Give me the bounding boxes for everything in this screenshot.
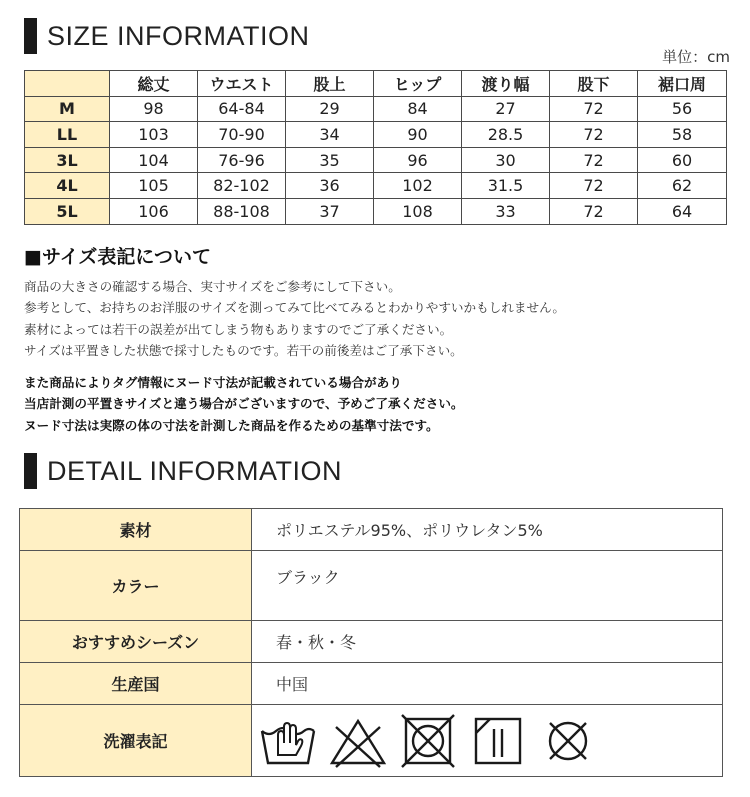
detail-label: 素材: [20, 509, 252, 551]
column-header: 総丈: [110, 71, 198, 97]
table-cell: 70-90: [198, 122, 286, 148]
note-line: 参考として、お持ちのお洋服のサイズを測ってみて比べてみるとわかりやすいかもしれません。: [24, 300, 566, 316]
table-cell: 30: [462, 147, 550, 173]
note-line: 商品の大きさの確認する場合、実寸サイズをご参考にして下さい。: [24, 279, 401, 294]
table-cell: 108: [374, 198, 462, 224]
detail-value: 中国: [252, 663, 723, 705]
table-cell: 104: [110, 147, 198, 173]
detail-value: ブラック: [252, 551, 723, 621]
size-label: LL: [25, 122, 110, 148]
note-line: ヌード寸法は実際の体の寸法を計測した商品を作るための基準寸法です。: [24, 417, 439, 433]
table-row: [25, 198, 727, 224]
detail-section-header: [24, 453, 342, 489]
size-label: 4L: [25, 173, 110, 199]
table-cell: 106: [110, 198, 198, 224]
detail-row-care: [20, 705, 723, 777]
table-row: [25, 122, 727, 148]
detail-row-material: [20, 509, 723, 551]
table-cell: 29: [286, 96, 374, 122]
corner-cell: [25, 71, 110, 97]
table-cell: 60: [638, 147, 727, 173]
note-line: 素材によっては若干の誤差が出てしまう物もありますのでご了承ください。: [24, 321, 453, 337]
detail-row-season: [20, 621, 723, 663]
table-cell: 72: [550, 96, 638, 122]
detail-section-title: DETAIL INFORMATION: [47, 455, 343, 486]
table-cell: 105: [110, 173, 198, 199]
column-header: 渡り幅: [462, 71, 550, 97]
section-marker: [24, 453, 37, 489]
table-cell: 28.5: [462, 122, 550, 148]
table-cell: 82-102: [198, 173, 286, 199]
detail-row-country: [20, 663, 723, 705]
no-bleach-icon: [328, 713, 388, 769]
no-dry-clean-icon: [538, 713, 598, 769]
note-line: サイズは平置きした状態で採寸したものです。若干の前後差はご了承下さい。: [24, 342, 463, 358]
size-label: 3L: [25, 147, 110, 173]
table-cell: 33: [462, 198, 550, 224]
note-line: また商品によりタグ情報にヌード寸法が記載されている場合があり: [24, 375, 402, 390]
table-cell: 27: [462, 96, 550, 122]
table-row: [25, 96, 727, 122]
table-cell: 96: [374, 147, 462, 173]
table-row: [25, 173, 727, 199]
table-cell: 37: [286, 198, 374, 224]
no-tumble-dry-icon: [398, 713, 458, 769]
column-header: 裾口周: [638, 71, 727, 97]
detail-table: [19, 508, 723, 777]
table-cell: 98: [110, 96, 198, 122]
table-cell: 62: [638, 173, 727, 199]
section-marker: [24, 18, 37, 54]
table-cell: 84: [374, 96, 462, 122]
size-table-header-row: [25, 71, 727, 97]
size-section-title: SIZE INFORMATION: [47, 20, 310, 51]
table-row: [25, 147, 727, 173]
detail-label: おすすめシーズン: [20, 621, 252, 663]
table-cell: 35: [286, 147, 374, 173]
unit-label: 単位：cm: [662, 48, 730, 66]
hand-wash-icon: [258, 713, 318, 769]
care-symbols: [252, 705, 723, 777]
detail-value: ポリエステル95%、ポリウレタン5%: [252, 509, 723, 551]
detail-row-color: [20, 551, 723, 621]
column-header: ヒップ: [374, 71, 462, 97]
table-cell: 72: [550, 198, 638, 224]
table-cell: 102: [374, 173, 462, 199]
table-cell: 64-84: [198, 96, 286, 122]
size-table: [24, 70, 727, 225]
column-header: ウエスト: [198, 71, 286, 97]
table-cell: 103: [110, 122, 198, 148]
detail-label: 洗濯表記: [20, 705, 252, 777]
size-label: 5L: [25, 198, 110, 224]
detail-value: 春・秋・冬: [252, 621, 723, 663]
note-line: 当店計測の平置きサイズと違う場合がございますので、予めご了承ください。: [24, 396, 464, 412]
table-cell: 90: [374, 122, 462, 148]
drip-dry-shade-icon: [468, 713, 528, 769]
size-notes-title: ■サイズ表記について: [24, 246, 212, 268]
detail-label: 生産国: [20, 663, 252, 705]
table-cell: 76-96: [198, 147, 286, 173]
table-cell: 64: [638, 198, 727, 224]
nude-size-notes: [24, 372, 464, 436]
table-cell: 72: [550, 147, 638, 173]
table-cell: 58: [638, 122, 727, 148]
column-header: 股上: [286, 71, 374, 97]
size-notes: [24, 276, 565, 361]
table-cell: 56: [638, 96, 727, 122]
table-cell: 36: [286, 173, 374, 199]
size-section-header: [24, 18, 310, 54]
table-cell: 34: [286, 122, 374, 148]
table-cell: 88-108: [198, 198, 286, 224]
table-cell: 72: [550, 122, 638, 148]
column-header: 股下: [550, 71, 638, 97]
table-cell: 31.5: [462, 173, 550, 199]
size-label: M: [25, 96, 110, 122]
detail-label: カラー: [20, 551, 252, 621]
table-cell: 72: [550, 173, 638, 199]
